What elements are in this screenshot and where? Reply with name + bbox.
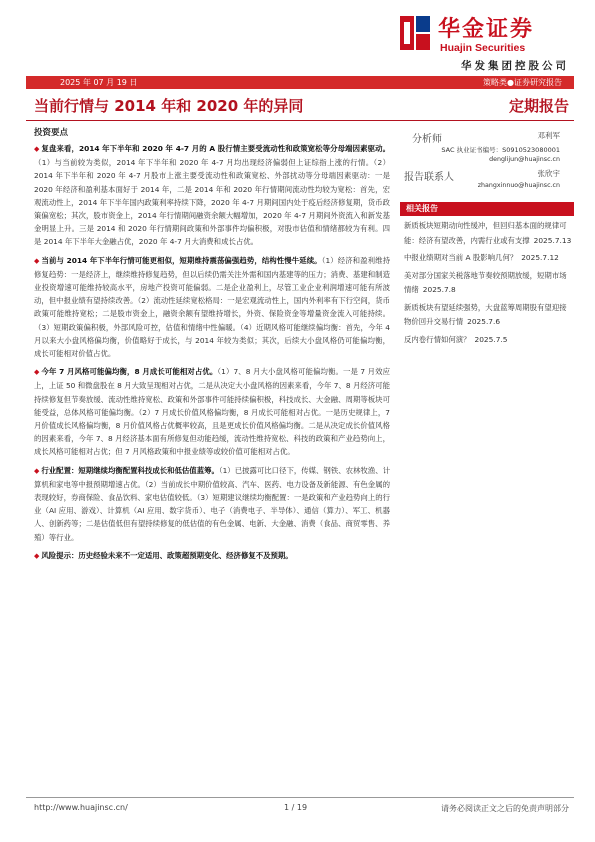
paragraph-body: （1）7、8 月大小盘风格可能偏均衡。一是 7 月效应上，上证 50 和微盘股在 8 月大致呈现相对占优，二是从决定大小盘风格的因素来看，今年 7、8 月经济可能持续修复但节奏放缓、流动性维持宽松、政策和外部事件可能持续偏积极，科技成长、大金融、周期等板块可能受益，总体风格可能偏均衡。（2）7 月成长价值风格偏均衡，8 月成长可能相对占优。一是历史规律上，7 月价值成长风格偏均衡，8 月价值风格占优概率较高，且是更成长价值风格偏均衡。二是从决定成长价值风格的因素来看，今年 7、8 月经济基本面有所修复但动能趋缓，流动性维持宽松、科技的政策和产业趋势向上，成长风格可能相对占优；但 7 月风格政策和中报业绩等或较价值可能相对占优。	[34, 367, 390, 457]
paragraph-body: （1）经济和盈利维持修复趋势：一是经济上，继续维持修复趋势，但以后续仍需关注外需和国内基建等的压力；消费、基建和制造业投资增速可能维持较高水平，房地产投资可能偏弱。二是企业盈利上，尽管工业企业利润增速可能有所波动，但中报业绩有望持续改善。（2）流动性延续宽松格局：一是宏观流动性上，国内外利率有下行空间，货币政策可能维持宽松；二是股市资金上，融资余额有望维持增长，外资、保险资金等增量资金流入可能持续。（3）短期政策偏积极，外部风险可控，估值和情绪中性偏暖。（4）近期风格可能继续偏均衡：首先，今年 4 月以来大小盘风格偏均衡，价值略好于成长，与 2014 年较为类似；其次，后续大小盘风格仍可能偏均衡，成长可能相对价值占优。	[34, 255, 390, 359]
report-title: 当前行情与 2014 年和 2020 年的异同	[34, 97, 304, 115]
paragraph-lead: 当前与 2014 年下半年行情可能更相似，短期维持震荡偏强趋势，结构性慢牛延续。	[41, 255, 322, 265]
related-report-item[interactable]	[404, 219, 572, 248]
footer-disclaimer: 请务必阅读正文之后的免责声明部分	[441, 804, 569, 813]
analyst-email[interactable]: denglijun@huajinsc.cn	[489, 156, 560, 163]
contact-name: 张欣宇	[537, 169, 560, 178]
paragraph	[34, 254, 390, 361]
related-report-date: 2025.7.12	[521, 253, 559, 262]
report-type: 定期报告	[508, 97, 569, 115]
related-reports-list	[404, 219, 572, 350]
related-report-title: 美对部分国家关税落地节奏较预期放缓，短期市场情绪	[404, 270, 567, 294]
paragraph	[34, 365, 390, 458]
diamond-bullet-icon: ◆	[34, 466, 40, 475]
report-series: 策略类●证券研究报告	[483, 78, 562, 87]
paragraph-lead: 风险提示：历史经验未来不一定适用、政策超预期变化、经济修复不及预期。	[41, 550, 293, 560]
related-reports-header: 相关报告	[400, 202, 574, 216]
paragraph-body: （1）与当前较为类似，2014 年下半年和 2020 年 4-7 月均出现经济偏弱但上证综指上涨的行情。（2）2014 年下半年和 2020 年 4-7 月股市上涨主要受流动性和政策宽松、外部扰动等分母端因素驱动：一是 2020 年经济和盈利基本面好于 2014 年，二是 2014 年和 2020 年行情期间流动性均较为宽松：首先，宏观流动性上，2014 年下半年国内政策利率持续下降，2020 年 4-7 月期间国内处于疫后经济修复期，货币政策偏宽松；其次，股市资金上，2014 年行情期间融资余额大幅增加，2020 年 4-7 月期间外资流入和新发基金明显上升。三是 2014 和 2020 年行情期间政策和外部事件均偏积极，对股市估值和情绪都较为有利。四是 2014 年下半年大金融占优，2020 年 4-7 月大消费和成长占优。	[34, 158, 390, 247]
analyst-role: 分析师	[412, 134, 442, 145]
paragraph-lead: 行业配置：短期继续均衡配置科技成长和低估值蓝筹。	[41, 465, 219, 475]
analyst-name: 邓利军	[537, 131, 560, 140]
analyst-cert: SAC 执业证书编号：S0910523080001	[441, 146, 560, 154]
paragraph-lead: 今年 7 月风格可能偏均衡，8 月成长可能相对占优。	[41, 367, 218, 377]
paragraph-lead: 复盘来看，2014 年下半年和 2020 年 4-7 月的 A 股行情主要受流动性和政策宽松等分母端因素驱动。	[41, 144, 390, 153]
sidebar	[400, 126, 574, 344]
footer-divider	[26, 797, 574, 798]
contact-role: 报告联系人	[404, 172, 454, 183]
diamond-bullet-icon: ◆	[34, 256, 40, 265]
related-report-item[interactable]	[404, 269, 572, 298]
diamond-bullet-icon: ◆	[34, 368, 40, 377]
related-report-title: 新质板块短期动向性缓冲，但回归基本面的规律可能：经济有望改善，内需行业或有支撑	[404, 221, 567, 245]
related-report-title: 新质板块有望延续强势，大盘蓝筹周期股有望迎接物价回升交易行情	[404, 302, 567, 326]
title-divider	[26, 120, 574, 121]
brand-name-cn: 华金证券	[438, 17, 535, 42]
diamond-bullet-icon: ◆	[34, 551, 40, 560]
related-report-title: 反内卷行情如何演？	[404, 334, 471, 344]
huajin-logo-icon	[398, 14, 432, 52]
diamond-bullet-icon: ◆	[34, 145, 40, 153]
main-content	[34, 126, 390, 568]
related-report-date: 2025.7.8	[422, 285, 456, 294]
paragraph	[34, 142, 390, 249]
paragraph-body: （1）已披露可比口径下，传媒、钢铁、农林牧渔、计算机和家电等中报预期增速占优。（2）当前成长中期价值较高、汽车、医药、电力设备及新能源、有色金属的表现较好，券商保险、食品饮料、家电估值较低。（3）短期建议继续均衡配置：一是政策和产业趋势向上的行业（AI 应用、游戏）、计算机（AI 应用、数字货币）、电子（消费电子、半导体）、通信（算力）、军工、机器人、创新药等；二是估值低但有望持续修复的低估值的有色金属、电新、大金融、消费（食品、商贸零售、养殖）等行业。	[34, 465, 390, 542]
section-title: 投资要点	[34, 128, 69, 138]
related-report-date: 2025.7.6	[467, 317, 501, 326]
paragraph	[34, 549, 390, 563]
report-date: 2025 年 07 月 19 日	[60, 78, 138, 87]
date-bar	[26, 76, 574, 89]
related-report-item[interactable]	[404, 251, 572, 266]
paragraph	[34, 464, 390, 544]
contact-email[interactable]: zhangxinnuo@huajinsc.cn	[477, 182, 560, 189]
page-number: 1 / 19	[284, 803, 308, 812]
related-report-item[interactable]	[404, 333, 572, 348]
related-report-title: 中报业绩期对当前 A 股影响几何？	[404, 253, 518, 262]
related-report-item[interactable]	[404, 301, 572, 330]
analyst-block	[400, 126, 574, 166]
footer-url-link[interactable]: http://www.huajinsc.cn/	[34, 803, 128, 812]
related-report-date: 2025.7.13	[533, 235, 572, 245]
brand-logo	[398, 12, 568, 64]
company-name: 华发集团控股公司	[461, 60, 569, 72]
related-report-date: 2025.7.5	[474, 334, 508, 344]
brand-name-en: Huajin Securities	[440, 42, 526, 54]
